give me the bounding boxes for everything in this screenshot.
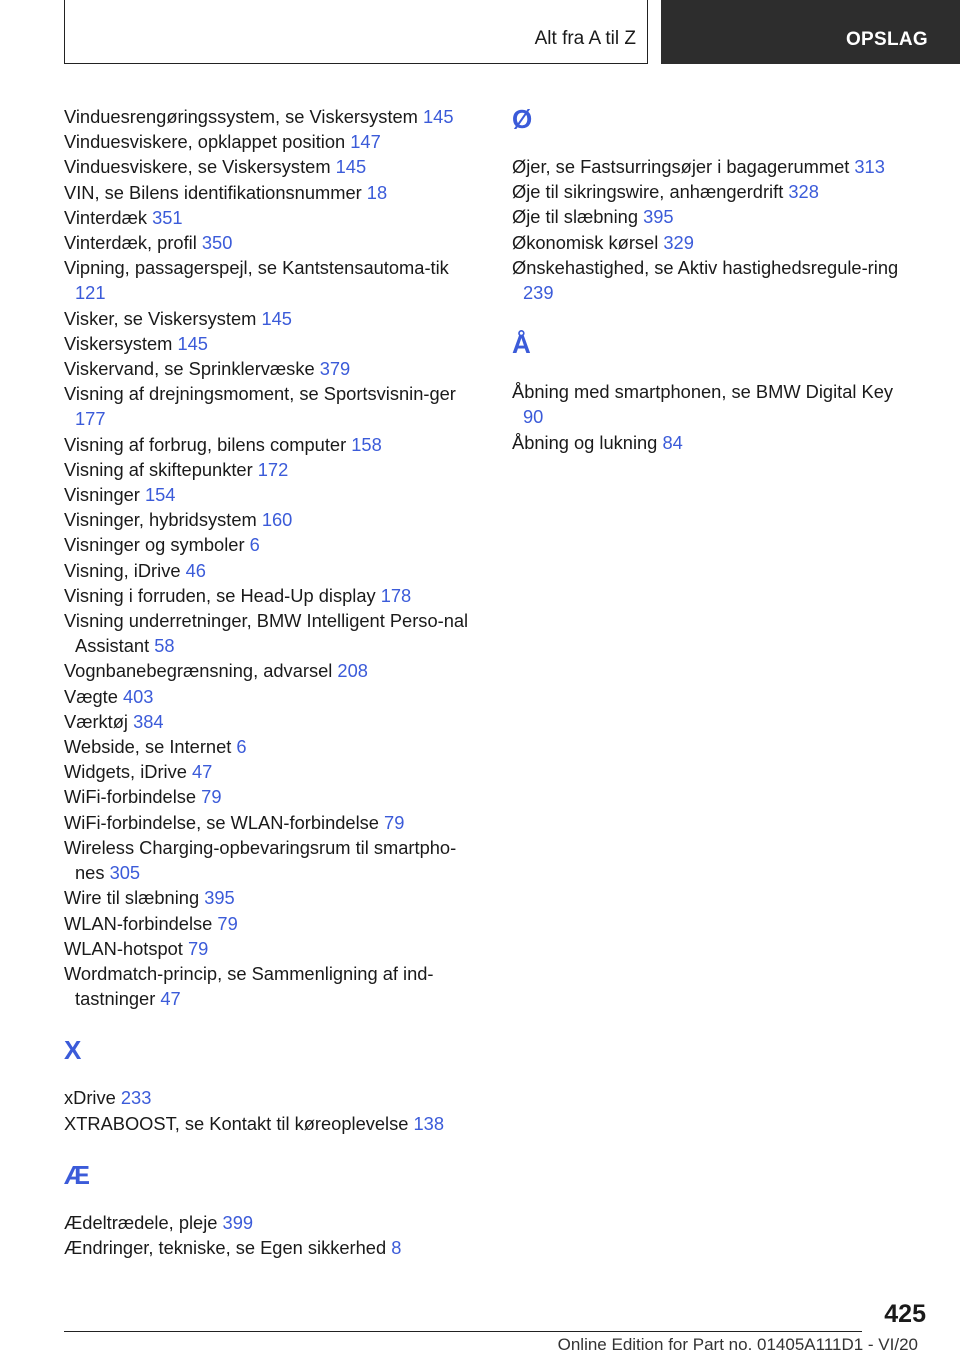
- index-entry-page-link[interactable]: 399: [222, 1211, 254, 1233]
- index-entry-text: Vinterdæk, profil: [64, 232, 202, 254]
- index-entry-page-link[interactable]: 47: [192, 761, 213, 783]
- index-column-left: [64, 104, 484, 1260]
- index-entry-text: Ændringer, tekniske, se Egen sikkerhed: [64, 1236, 392, 1258]
- index-entry: [512, 179, 912, 204]
- index-entry-text: xDrive: [64, 1087, 121, 1109]
- index-entry: [64, 936, 484, 961]
- index-entry-text: Øje til slæbning: [512, 206, 644, 228]
- index-entry-text: Wireless Charging-opbevaringsrum til smartpho‐nes: [64, 836, 457, 884]
- index-entry-text: Økonomisk kørsel: [512, 231, 664, 253]
- index-entry-page-link[interactable]: 305: [109, 862, 141, 884]
- index-entry-page-link[interactable]: 47: [160, 988, 181, 1010]
- index-entry-text: Åbning og lukning: [512, 431, 663, 453]
- index-entry-page-link[interactable]: 160: [261, 509, 293, 531]
- index-entry-page-link[interactable]: 177: [75, 408, 106, 430]
- header-tab-label: OPSLAG: [845, 29, 928, 50]
- index-entry: [64, 759, 484, 784]
- index-entry-text: Ædeltrædele, pleje: [64, 1211, 223, 1233]
- index-entry-page-link[interactable]: 178: [380, 584, 412, 606]
- index-entry-page-link[interactable]: 154: [144, 484, 176, 506]
- index-entry: [64, 734, 484, 759]
- section-letter-x: X: [64, 1035, 82, 1066]
- index-entry: [64, 810, 484, 835]
- index-entry-text: Værktøj: [64, 710, 134, 732]
- index-entry-text: Øjer, se Fastsurringsøjer i bagagerummet: [512, 156, 855, 177]
- section-letter-aa: Å: [512, 329, 531, 360]
- index-entry-text: WiFi-forbindelse, se WLAN-forbindelse: [64, 811, 385, 833]
- index-entry-text: WiFi-forbindelse: [64, 786, 202, 808]
- index-entry: [64, 457, 484, 482]
- index-entry-page-link[interactable]: 79: [217, 912, 238, 934]
- index-entry: [64, 911, 484, 936]
- index-entry-page-link[interactable]: 145: [177, 332, 208, 354]
- index-entry-text: XTRABOOST, se Kontakt til køreoplevelse: [64, 1112, 414, 1134]
- index-entry: [64, 482, 484, 507]
- index-entry-page-link[interactable]: 328: [788, 181, 819, 203]
- index-entry-page-link[interactable]: 147: [350, 131, 381, 153]
- index-entry-text: Visninger, hybridsystem: [64, 509, 262, 531]
- index-entry-text: Vinduesviskere, se Viskersystem: [64, 156, 336, 178]
- index-entry-page-link[interactable]: 84: [662, 431, 683, 453]
- index-entry-page-link[interactable]: 208: [337, 660, 368, 682]
- index-entry-page-link[interactable]: 145: [261, 307, 292, 329]
- index-entry-text: VIN, se Bilens identifikationsnummer: [64, 181, 367, 203]
- index-entry-text: Widgets, iDrive: [64, 761, 192, 783]
- index-entry: [512, 255, 912, 305]
- footer-edition: Online Edition for Part no. 01405A111D1 - VI/20: [557, 1335, 918, 1354]
- index-entry-text: Åbning med smartphonen, se BMW Digital Key: [512, 381, 894, 403]
- index-entry-page-link[interactable]: 395: [204, 887, 235, 909]
- index-entry-page-link[interactable]: 79: [187, 937, 209, 959]
- index-entry: [64, 684, 484, 709]
- header-tab: [661, 0, 960, 64]
- index-entry-page-link[interactable]: 18: [366, 181, 388, 203]
- index-entry-text: Vipning, passagerspejl, se Kantstensautoma‐tik: [64, 257, 449, 279]
- index-entry-page-link[interactable]: 121: [75, 282, 106, 304]
- index-entry-page-link[interactable]: 350: [201, 232, 233, 254]
- section-letter-ae: Æ: [64, 1159, 90, 1190]
- index-entry: [64, 381, 484, 431]
- index-entry-page-link[interactable]: 8: [391, 1236, 402, 1258]
- index-entry-page-link[interactable]: 239: [523, 282, 554, 304]
- index-list-aa: [512, 379, 912, 455]
- index-entry: [64, 356, 484, 381]
- index-entry: [64, 507, 484, 532]
- index-entry: [64, 558, 484, 583]
- section-x: [64, 1035, 484, 1065]
- index-list-oe: [512, 154, 912, 305]
- index-entry-page-link[interactable]: 403: [122, 685, 154, 707]
- index-entry-page-link[interactable]: 145: [335, 156, 367, 178]
- index-entry-page-link[interactable]: 90: [523, 406, 544, 428]
- index-entry-page-link[interactable]: 329: [663, 231, 694, 253]
- index-entry-page-link[interactable]: 313: [854, 156, 885, 177]
- index-entry: [64, 230, 484, 255]
- index-entry-text: Visning af drejningsmoment, se Sportsvisnin‐ger: [64, 383, 456, 405]
- section-ae: [64, 1160, 484, 1190]
- index-entry-text: Wire til slæbning: [64, 887, 205, 909]
- index-entry-page-link[interactable]: 158: [351, 433, 382, 455]
- index-entry-text: WLAN-forbindelse: [64, 912, 218, 934]
- index-entry-text: Viskervand, se Sprinklervæske: [64, 358, 320, 380]
- index-entry-text: Visker, se Viskersystem: [64, 307, 262, 329]
- index-entry-text: Visning af forbrug, bilens computer: [64, 433, 352, 455]
- index-entry-text: Visninger: [64, 484, 145, 506]
- index-entry-page-link[interactable]: 233: [120, 1087, 152, 1109]
- index-entry-page-link[interactable]: 145: [423, 106, 454, 127]
- index-entry-text: Vinduesviskere, opklappet position: [64, 131, 351, 153]
- index-entry-page-link[interactable]: 79: [201, 786, 222, 808]
- index-entry-text: Visning af skiftepunkter: [64, 458, 258, 480]
- index-entry: [512, 154, 912, 179]
- index-entry: [64, 331, 484, 356]
- index-entry: [64, 532, 484, 557]
- index-entry-text: Øje til sikringswire, anhængerdrift: [512, 181, 789, 203]
- index-entry-page-link[interactable]: 395: [643, 206, 674, 228]
- index-entry: [64, 835, 484, 885]
- index-entry-text: Ønskehastighed, se Aktiv hastighedsregule‐ring: [512, 256, 899, 278]
- index-entry: [64, 1085, 484, 1110]
- index-entry-text: Visning underretninger, BMW Intelligent Perso‐nal Assistant: [64, 610, 469, 657]
- index-entry: [64, 885, 484, 910]
- section-aa: [512, 329, 912, 359]
- index-entry: [64, 658, 484, 683]
- index-entry-text: Vognbanebegrænsning, advarsel: [64, 660, 338, 682]
- index-entry-text: Webside, se Internet: [64, 736, 237, 758]
- index-entry-text: Visninger og symboler: [64, 534, 250, 556]
- index-column-right: [512, 104, 912, 455]
- index-entry: [64, 432, 484, 457]
- index-entry: [64, 129, 484, 154]
- index-entry-page-link[interactable]: 379: [319, 358, 351, 380]
- index-entry: [64, 255, 484, 305]
- index-entry-text: Visning i forruden, se Head-Up display: [64, 584, 381, 606]
- index-entry-text: Vægte: [64, 685, 123, 707]
- index-entry-page-link[interactable]: 351: [152, 206, 183, 228]
- index-entry-page-link[interactable]: 79: [384, 811, 405, 833]
- index-entry-page-link[interactable]: 172: [257, 458, 289, 480]
- index-entry-text: Visning, iDrive: [64, 559, 186, 581]
- index-entry-text: Viskersystem: [64, 332, 178, 354]
- index-entry-text: WLAN-hotspot: [64, 937, 188, 959]
- index-entry: [512, 230, 912, 255]
- page-number: 425: [884, 1300, 926, 1328]
- index-list-left: [64, 104, 484, 1011]
- index-entry-text: Vinduesrengøringssystem, se Viskersystem: [64, 106, 423, 127]
- index-entry-page-link[interactable]: 6: [236, 736, 247, 758]
- index-entry-page-link[interactable]: 46: [185, 559, 206, 581]
- index-entry: [64, 154, 484, 179]
- index-entry: [64, 180, 484, 205]
- index-entry-page-link[interactable]: 6: [249, 534, 260, 556]
- index-entry: [64, 784, 484, 809]
- index-entry: [64, 1111, 484, 1136]
- index-entry: [64, 709, 484, 734]
- index-entry: [64, 583, 484, 608]
- index-entry: [512, 430, 912, 455]
- section-oe: [512, 104, 912, 134]
- index-entry-page-link[interactable]: 58: [154, 635, 175, 657]
- index-entry: [64, 961, 484, 1011]
- footer-divider: [64, 1331, 862, 1332]
- index-entry: [64, 104, 484, 129]
- header-section-title: Alt fra A til Z: [534, 28, 636, 49]
- index-entry-text: Wordmatch-princip, se Sammenligning af ind‐tastninger: [64, 962, 434, 1010]
- index-entry: [512, 379, 912, 429]
- index-list-ae: [64, 1210, 484, 1260]
- index-entry-page-link[interactable]: 384: [133, 710, 164, 732]
- index-entry-page-link[interactable]: 138: [413, 1112, 445, 1134]
- index-entry: [512, 204, 912, 229]
- index-entry: [64, 306, 484, 331]
- index-entry: [64, 205, 484, 230]
- section-letter-oe: Ø: [512, 104, 533, 134]
- index-list-x: [64, 1085, 484, 1135]
- index-entry-text: Vinterdæk: [64, 206, 153, 228]
- index-entry: [64, 1210, 484, 1235]
- index-entry: [64, 608, 484, 658]
- index-entry: [64, 1235, 484, 1260]
